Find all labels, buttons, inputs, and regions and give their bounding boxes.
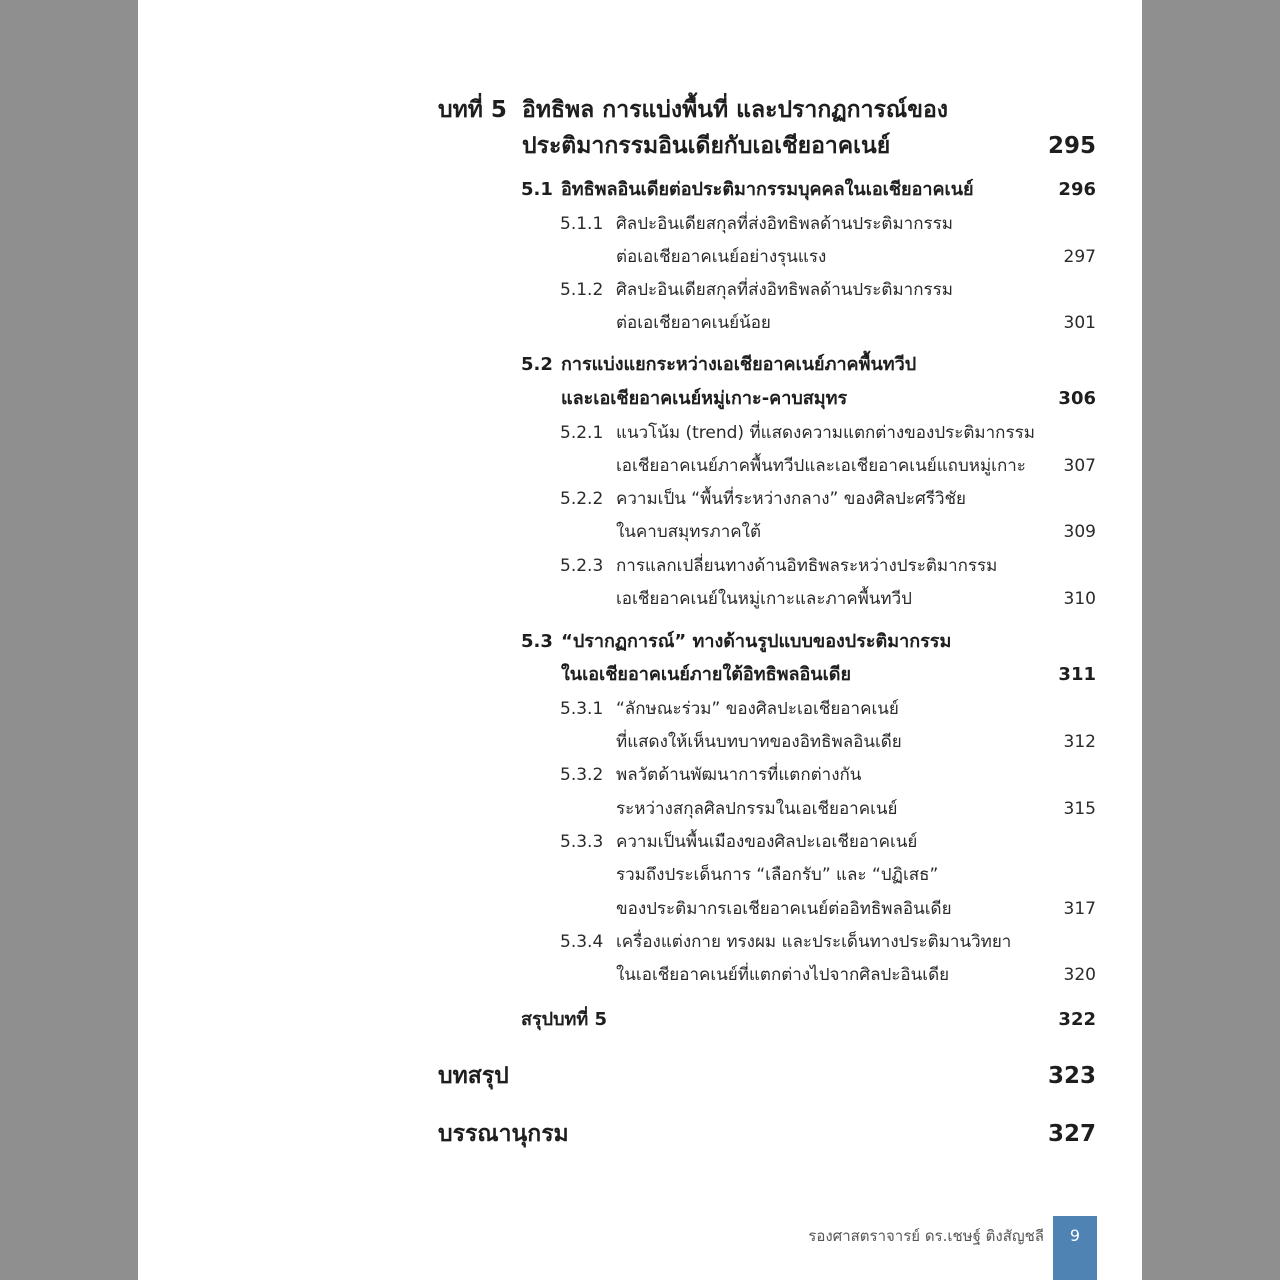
subsection-title-line1: เครื่องแต่งกาย ทรงผม และประเด็นทางประติมานวิทยา: [616, 932, 1012, 952]
subsection-title-line2: ที่แสดงให้เห็นบทบาทของอิทธิพลอินเดีย: [616, 732, 902, 752]
footer-page-number: 9: [1069, 1226, 1081, 1245]
subsection-title-line3: ของประติมากรเอเชียอาคเนย์ต่ออิทธิพลอินเดีย: [616, 899, 952, 919]
toc-summary-chapter-5[interactable]: [138, 1003, 1142, 1037]
subsection-number: 5.3.2: [560, 765, 604, 785]
toc-subsection-5-2-2[interactable]: [138, 482, 1142, 516]
toc-section-5-2[interactable]: [138, 348, 1142, 382]
subsection-title-line2: ในคาบสมุทรภาคใต้: [616, 522, 762, 542]
subsection-title-line1: ความเป็นพื้นเมืองของศิลปะเอเชียอาคเนย์: [616, 832, 918, 852]
subsection-title-line2: เอเชียอาคเนย์ในหมู่เกาะและภาคพื้นทวีป: [616, 589, 912, 609]
page-number: 307: [1063, 456, 1096, 476]
subsection-title-line2: ต่อเอเชียอาคเนย์น้อย: [616, 313, 771, 333]
toc-conclusion[interactable]: [138, 1056, 1142, 1096]
toc-subsection-5-1-1[interactable]: [138, 207, 1142, 241]
toc-section-5-2-line2[interactable]: [138, 382, 1142, 416]
section-title-line1: การแบ่งแยกระหว่างเอเชียอาคเนย์ภาคพื้นทวีป: [561, 354, 917, 375]
table-of-contents: [138, 0, 1142, 1280]
section-title: อิทธิพลอินเดียต่อประติมากรรมบุคคลในเอเชียอาคเนย์: [561, 179, 974, 200]
page-number: 320: [1063, 965, 1096, 985]
toc-subsection-5-3-3-line3[interactable]: [138, 892, 1142, 926]
toc-subsection-5-3-1-line2[interactable]: [138, 725, 1142, 759]
chapter-label: บทที่ 5: [438, 97, 507, 123]
toc-subsection-5-1-1-line2[interactable]: [138, 240, 1142, 274]
footer-author: รองศาสตราจารย์ ดร.เชษฐ์ ติงสัญชลี: [808, 1227, 1044, 1245]
subsection-title-line2: ระหว่างสกุลศิลปกรรมในเอเชียอาคเนย์: [616, 799, 898, 819]
page-number: 306: [1058, 388, 1096, 409]
subsection-title-line1: การแลกเปลี่ยนทางด้านอิทธิพลระหว่างประติมากรรม: [616, 556, 998, 576]
toc-subsection-5-2-1-line2[interactable]: [138, 449, 1142, 483]
section-number: 5.1: [521, 179, 553, 200]
toc-section-5-1[interactable]: [138, 173, 1142, 207]
subsection-title-line1: แนวโน้ม (trend) ที่แสดงความแตกต่างของประติมากรรม: [616, 423, 1035, 443]
toc-subsection-5-2-1[interactable]: [138, 416, 1142, 450]
subsection-title-line1: ความเป็น “พื้นที่ระหว่างกลาง” ของศิลปะศรีวิชัย: [616, 489, 966, 509]
subsection-number: 5.1.1: [560, 214, 604, 234]
subsection-number: 5.1.2: [560, 280, 604, 300]
page-number: 315: [1063, 799, 1096, 819]
toc-chapter-5-line2[interactable]: [138, 126, 1142, 166]
toc-subsection-5-2-3[interactable]: [138, 549, 1142, 583]
conclusion-title: บทสรุป: [438, 1063, 509, 1089]
toc-subsection-5-2-3-line2[interactable]: [138, 582, 1142, 616]
toc-section-5-3[interactable]: [138, 625, 1142, 659]
page-number: 310: [1063, 589, 1096, 609]
toc-subsection-5-3-2-line2[interactable]: [138, 792, 1142, 826]
page-number-tab: [1053, 1216, 1097, 1280]
page-number: 295: [1047, 133, 1096, 159]
toc-chapter-5[interactable]: [138, 90, 1142, 130]
page-number: 296: [1058, 179, 1096, 200]
subsection-number: 5.3.1: [560, 699, 604, 719]
page-number: 327: [1047, 1121, 1096, 1147]
toc-bibliography[interactable]: [138, 1114, 1142, 1154]
subsection-title-line2: รวมถึงประเด็นการ “เลือกรับ” และ “ปฏิเสธ”: [616, 865, 939, 885]
page-number: 312: [1063, 732, 1096, 752]
subsection-title-line2: เอเชียอาคเนย์ภาคพื้นทวีปและเอเชียอาคเนย์แถบหมู่เกาะ: [616, 456, 1026, 476]
subsection-title-line1: ศิลปะอินเดียสกุลที่ส่งอิทธิพลด้านประติมากรรม: [616, 214, 953, 234]
page-number: 322: [1058, 1009, 1096, 1030]
chapter-title-line2: ประติมากรรมอินเดียกับเอเชียอาคเนย์: [522, 133, 891, 159]
section-number: 5.2: [521, 354, 553, 375]
toc-subsection-5-3-4-line2[interactable]: [138, 958, 1142, 992]
section-title-line2: และเอเชียอาคเนย์หมู่เกาะ-คาบสมุทร: [561, 388, 848, 409]
page-number: 309: [1063, 522, 1096, 542]
toc-subsection-5-3-3[interactable]: [138, 825, 1142, 859]
subsection-number: 5.2.2: [560, 489, 604, 509]
toc-subsection-5-3-4[interactable]: [138, 925, 1142, 959]
subsection-title-line1: “ลักษณะร่วม” ของศิลปะเอเชียอาคเนย์: [616, 699, 899, 719]
page-number: 323: [1047, 1063, 1096, 1089]
subsection-number: 5.3.4: [560, 932, 604, 952]
subsection-number: 5.3.3: [560, 832, 604, 852]
page-number: 301: [1063, 313, 1096, 333]
toc-subsection-5-1-2-line2[interactable]: [138, 306, 1142, 340]
toc-section-5-3-line2[interactable]: [138, 658, 1142, 692]
subsection-title-line1: พลวัตด้านพัฒนาการที่แตกต่างกัน: [616, 765, 862, 785]
chapter-title-line1: อิทธิพล การแบ่งพื้นที่ และปรากฏการณ์ของ: [522, 97, 948, 123]
subsection-title-line2: ในเอเชียอาคเนย์ที่แตกต่างไปจากศิลปะอินเดีย: [616, 965, 950, 985]
toc-subsection-5-3-1[interactable]: [138, 692, 1142, 726]
toc-subsection-5-2-2-line2[interactable]: [138, 515, 1142, 549]
section-title-line2: ในเอเชียอาคเนย์ภายใต้อิทธิพลอินเดีย: [561, 664, 851, 685]
subsection-title-line2: ต่อเอเชียอาคเนย์อย่างรุนแรง: [616, 247, 827, 267]
subsection-number: 5.2.3: [560, 556, 604, 576]
page-number: 297: [1063, 247, 1096, 267]
subsection-title-line1: ศิลปะอินเดียสกุลที่ส่งอิทธิพลด้านประติมากรรม: [616, 280, 953, 300]
page-number: 311: [1058, 664, 1096, 685]
section-number: 5.3: [521, 631, 553, 652]
toc-subsection-5-3-2[interactable]: [138, 758, 1142, 792]
page-number: 317: [1063, 899, 1096, 919]
document-page: [138, 0, 1142, 1280]
summary-title: สรุปบทที่ 5: [521, 1009, 608, 1030]
toc-subsection-5-3-3-line2[interactable]: [138, 858, 1142, 892]
section-title-line1: “ปรากฏการณ์” ทางด้านรูปแบบของประติมากรรม: [561, 631, 952, 652]
subsection-number: 5.2.1: [560, 423, 604, 443]
toc-subsection-5-1-2[interactable]: [138, 273, 1142, 307]
bibliography-title: บรรณานุกรม: [438, 1121, 569, 1147]
